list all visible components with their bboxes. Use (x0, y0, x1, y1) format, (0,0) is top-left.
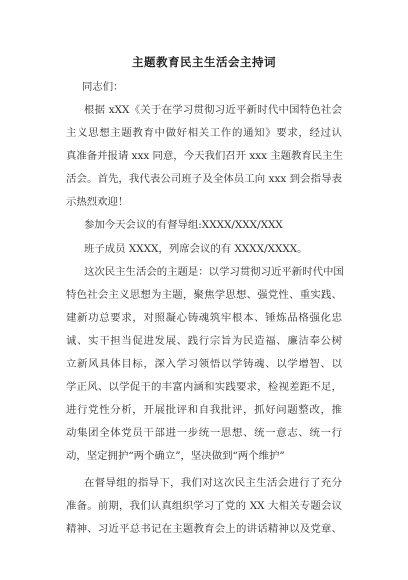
paragraph-line: 立新风具体目标，深入学习领悟以学铸魂、以学增智、以 (66, 358, 342, 370)
paragraph-line: 活会。首先，我代表公司班子及全体员工向 xxx 到会指导表 (66, 173, 342, 185)
attendees-line: 班子成员 XXXX，列席会议的有 XXXX/XXXX。 (84, 243, 308, 255)
paragraph-line: 特色社会主义思想为主题，聚焦学思想、强党性、重实践、 (66, 289, 342, 301)
paragraph-line: 诚、实干担当促进发展、践行宗旨为民造福、廉洁奉公树 (66, 335, 342, 347)
paragraph-line: 建新功总要求，对照凝心铸魂筑牢根本、锤炼品格强化忠 (66, 312, 342, 324)
paragraph-line: 进行党性分析，开展批评和自我批评，抓好问题整改，推 (66, 404, 342, 416)
paragraph-line: 精神、习近平总书记在主题教育会上的讲话精神以及党章、 (66, 523, 342, 535)
paragraph-line: 动，坚定拥护“两个确立”，坚决做到“两个维护” (66, 450, 285, 462)
paragraph-line: 主义思想主题教育中做好相关工作的通知》要求，经过认 (66, 127, 342, 139)
paragraph-line: 根据 xXX《关于在学习贯彻习近平新时代中国特色社会 (84, 104, 342, 116)
paragraph-line: 准备。前期，我们认真组织学习了党的 XX 大相关专题会议 (66, 500, 342, 512)
paragraph-line: 学正风、以学促干的丰富内涵和实践要求，检视差距不足， (66, 381, 342, 393)
paragraph-line: 示热烈欢迎！ (66, 196, 129, 208)
salutation: 同志们： (82, 81, 124, 93)
paragraph-line: 真准备并报请 xxx 同意，今天我们召开 xxx 主题教育民主生 (66, 150, 343, 162)
paragraph-line: 这次民主生活会的主题是：以学习贯彻习近平新时代中国 (84, 266, 344, 278)
paragraph-line: 动集团全体党员干部进一步统一思想、统一意志、统一行 (66, 427, 342, 439)
document-title: 主题教育民主生活会主持词 (132, 55, 276, 69)
attendees-line: 参加今天会议的有督导组:XXXX/XXX/XXX (84, 219, 283, 231)
paragraph-line: 在督导组的指导下，我们对这次民主生活会进行了充分 (84, 477, 342, 489)
